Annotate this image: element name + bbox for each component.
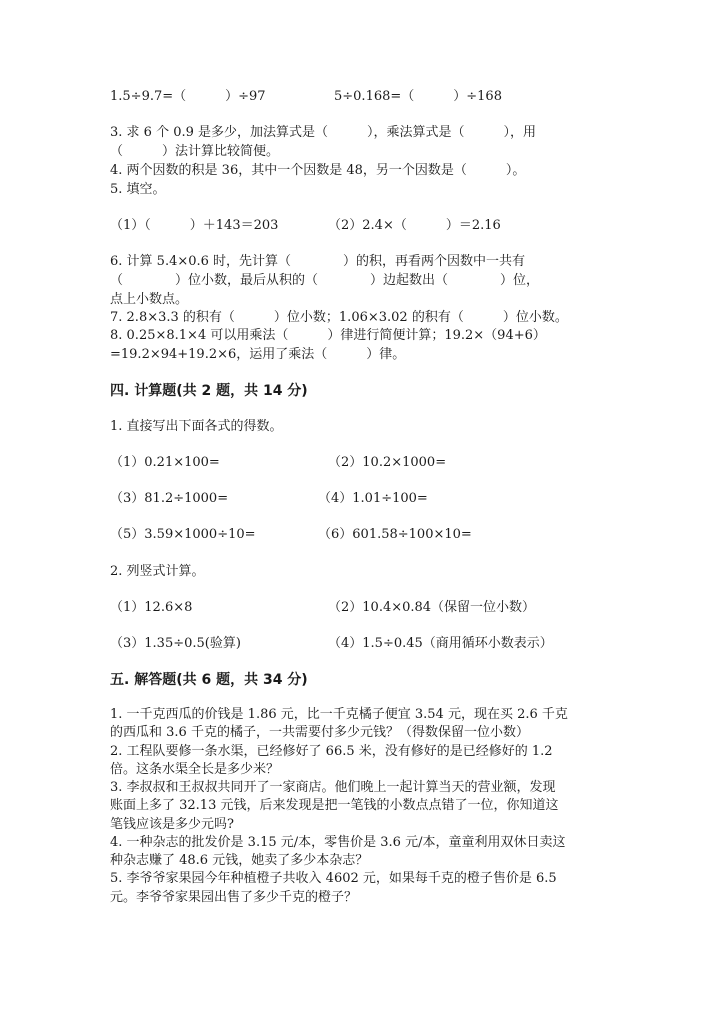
problem5-line1: 5. 李爷爷家果园今年种植橙子共收入 4602 元，如果每千克的橙子售价是 6.5: [110, 871, 557, 886]
q5: 5. 填空。: [110, 182, 166, 197]
problem4-line1: 4. 一种杂志的批发价是 3.15 元/本，零售价是 3.6 元/本，童童利用双休日卖这: [110, 835, 566, 850]
q1b: 5÷0.168=（ ）÷168: [334, 89, 502, 104]
section5-heading: 五. 解答题(共 6 题，共 34 分): [110, 672, 308, 688]
calc-item: （6）601.58÷100×10=: [318, 527, 472, 542]
q1a: 1.5÷9.7=（ ）÷97: [110, 89, 266, 104]
vertical-item: （2）10.4×0.84（保留一位小数）: [328, 600, 536, 615]
problem2-line2: 倍。这条水渠全长是多少米？: [110, 762, 280, 777]
vertical-item: （3）1.35÷0.5(验算): [110, 636, 241, 651]
q8-line2: =19.2×94+19.2×6，运用了乘法（ ）律。: [110, 347, 406, 362]
problem1-line2: 的西瓜和 3.6 千克的橘子，一共需要付多少元钱？（得数保留一位小数）: [110, 725, 529, 740]
section4-heading: 四. 计算题(共 2 题，共 14 分): [110, 383, 308, 399]
q6-line1: 6. 计算 5.4×0.6 时，先计算（ ）的积，再看两个因数中一共有: [110, 254, 526, 269]
q6-line2: （ ）位小数，最后从积的（ ）边起数出（ ）位，: [110, 273, 540, 288]
s4-q1: 1. 直接写出下面各式的得数。: [110, 419, 283, 434]
vertical-item: （1）12.6×8: [110, 600, 193, 615]
q3-line1: 3. 求 6 个 0.9 是多少，加法算式是（ ），乘法算式是（ ），用: [110, 125, 537, 140]
problem4-line2: 种杂志赚了 48.6 元钱，她卖了多少本杂志？: [110, 853, 369, 868]
calc-item: （2）10.2×1000=: [328, 455, 447, 470]
problem3-line3: 笔钱应该是多少元吗?: [110, 817, 234, 832]
vertical-item: （4）1.5÷0.45（商用循环小数表示）: [328, 636, 553, 651]
q5-2: （2）2.4×（ ）＝2.16: [328, 218, 501, 233]
problem2-line1: 2. 工程队要修一条水渠，已经修好了 66.5 米，没有修好的是已经修好的 1.2: [110, 744, 553, 759]
calc-item: （4）1.01÷100=: [318, 491, 428, 506]
problem3-line1: 3. 李叔叔和王叔叔共同开了一家商店。他们晚上一起计算当天的营业额，发现: [110, 780, 556, 795]
q8-line1: 8. 0.25×8.1×4 可以用乘法（ ）律进行简便计算；19.2×（94+6）: [110, 328, 546, 343]
problem5-line2: 元。李爷爷家果园出售了多少千克的橙子？: [110, 890, 358, 905]
calc-item: （5）3.59×1000÷10=: [110, 527, 256, 542]
q3-line2: （ ）法计算比较简便。: [110, 144, 280, 159]
q6-line3: 点上小数点。: [110, 292, 189, 307]
s4-q2: 2. 列竖式计算。: [110, 564, 205, 579]
q4: 4. 两个因数的积是 36，其中一个因数是 48，另一个因数是（ ）。: [110, 163, 526, 178]
problem1-line1: 1. 一千克西瓜的价钱是 1.86 元，比一千克橘子便宜 3.54 元，现在买 2.6 千克: [110, 707, 568, 722]
calc-item: （1）0.21×100=: [110, 455, 220, 470]
calc-item: （3）81.2÷1000=: [110, 491, 229, 506]
q7: 7. 2.8×3.3 的积有（ ）位小数；1.06×3.02 的积有（ ）位小数。: [110, 310, 568, 325]
problem3-line2: 账面上多了 32.13 元钱，后来发现是把一笔钱的小数点点错了一位，你知道这: [110, 798, 559, 813]
q5-1: （1）（ ）＋143＝203: [110, 218, 279, 233]
